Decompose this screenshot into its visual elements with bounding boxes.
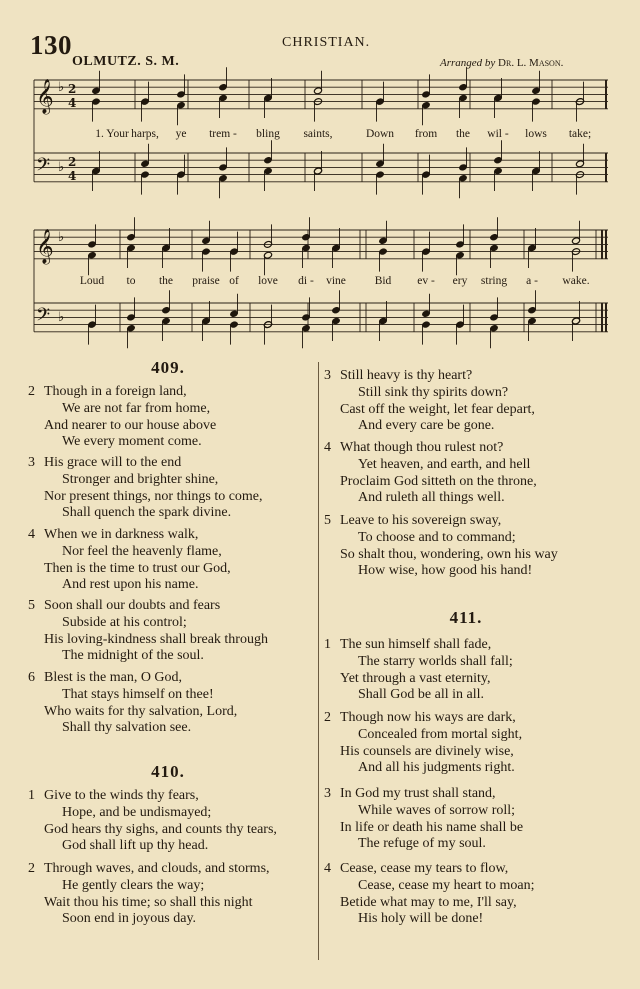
stanza-line: His counsels are divinely wise, (340, 743, 514, 759)
arranged-prefix: Arranged by (440, 57, 496, 69)
stanza-line: The refuge of my soul. (358, 836, 486, 852)
flat-icon: ♭ (58, 310, 65, 325)
stanza-number: 3 (28, 455, 35, 470)
stanza (28, 527, 231, 594)
stanza-line: While waves of sorrow roll; (358, 802, 516, 818)
lyric-syllable: the (455, 128, 471, 140)
stanza-line: God hears thy sighs, and counts thy tears, (44, 821, 277, 837)
lyric-syllable: of (229, 275, 239, 287)
stanza-line: And rest upon his name. (62, 577, 199, 593)
tune-name: OLMUTZ. S. M. (72, 54, 180, 69)
stanza-number: 3 (324, 368, 331, 383)
lyric-syllable: ery (452, 275, 468, 287)
lyric-syllable: a - (526, 275, 538, 287)
treble-clef-icon: 𝄞 (36, 79, 54, 114)
lyric-syllable: trem - (209, 128, 237, 140)
stanza-number: 1 (324, 637, 331, 652)
stanza-line: That stays himself on thee! (62, 686, 214, 702)
lyric-syllable: to (126, 275, 136, 287)
stanza-line: Betide what may to me, I'll say, (340, 894, 517, 910)
stanza-line: In God my trust shall stand, (340, 786, 496, 801)
stanza-line: We are not far from home, (62, 400, 211, 416)
lyric-syllable: wake. (562, 275, 590, 287)
stanza-line: Then is the time to trust our God, (44, 560, 231, 576)
stanza-number: 5 (28, 598, 35, 613)
stanza-number: 6 (28, 670, 35, 685)
stanza (324, 513, 558, 580)
bass-clef-icon: 𝄢 (36, 305, 51, 330)
stanza-line: Still sink thy spirits down? (358, 384, 509, 400)
stanza-line: His holy will be done! (358, 911, 484, 927)
music-score (0, 0, 640, 360)
stanza (324, 637, 513, 704)
stanza-line: Through waves, and clouds, and storms, (44, 861, 270, 876)
stanza-line: His loving-kindness shall break through (44, 631, 268, 647)
stanza-number: 2 (28, 861, 35, 876)
stanza-line: Leave to his sovereign sway, (340, 513, 502, 528)
lyric-syllable: from (414, 128, 438, 140)
stanza-number: 4 (324, 440, 331, 455)
stanza-line: To choose and to command; (358, 529, 516, 545)
hymn-number-411: 411. (449, 608, 483, 627)
lyric-syllable: the (158, 275, 174, 287)
stanza-line: What though thou rulest not? (340, 440, 504, 455)
lyric-syllable: take; (568, 128, 592, 140)
lyric-syllable: string (480, 275, 508, 287)
stanza-line: In life or death his name shall be (340, 819, 524, 835)
stanza-number: 1 (28, 788, 35, 803)
lyric-syllable: wil - (487, 128, 509, 140)
stanza-line: He gently clears the way; (62, 877, 205, 893)
arranger-name: Dr. L. Mason. (498, 57, 564, 69)
stanza (324, 440, 537, 507)
stanza-number: 4 (28, 527, 35, 542)
stanza-line: Shall quench the spark divine. (62, 505, 232, 521)
hymn-number-409: 409. (151, 358, 185, 377)
time-signature-top: 2 (68, 82, 77, 96)
stanza-line: We every moment come. (62, 434, 202, 450)
lyric-syllable: 1. Your (95, 128, 129, 140)
lyric-syllable: ye (175, 128, 187, 140)
stanza-number: 2 (28, 384, 35, 399)
lyric-syllable: di - (298, 275, 314, 287)
time-signature-top: 2 (68, 155, 77, 169)
stanza-line: Soon end in joyous day. (62, 911, 197, 927)
page-number: 130 (30, 30, 72, 60)
stanza-line: Yet heaven, and earth, and hell (358, 456, 531, 472)
stanza (324, 786, 523, 853)
stanza-line: Cease, cease my tears to flow, (340, 861, 509, 876)
stanza-line: Concealed from mortal sight, (358, 726, 523, 742)
stanza-number: 2 (324, 710, 331, 725)
lyric-syllable: lows (525, 128, 547, 140)
stanza (28, 384, 216, 451)
stanza-line: And every care be gone. (358, 418, 495, 434)
lyric-syllable: vine (326, 275, 346, 287)
lyric-syllable: Bid (374, 275, 392, 287)
lyric-syllable: Loud (79, 275, 105, 287)
hymn-number-410: 410. (151, 762, 185, 781)
stanza-line: Though in a foreign land, (44, 384, 187, 399)
stanza-line: God shall lift up thy head. (62, 838, 209, 854)
bass-clef-icon: 𝄢 (36, 155, 51, 180)
stanza-number: 4 (324, 861, 331, 876)
stanza-line: Soon shall our doubts and fears (44, 598, 221, 613)
stanza-line: And nearer to our house above (44, 417, 217, 433)
stanza (28, 598, 268, 665)
stanza-line: So shalt thou, wondering, own his way (340, 546, 558, 562)
stanza-line: Nor feel the heavenly flame, (62, 543, 222, 559)
stanza-line: And all his judgments right. (358, 760, 515, 776)
stanza-line: The sun himself shall fade, (340, 637, 492, 652)
flat-icon: ♭ (58, 160, 65, 175)
stanza (324, 710, 522, 777)
lyric-syllable: ev - (417, 275, 435, 287)
stanza-line: Nor present things, nor things to come, (44, 488, 263, 504)
stanza-line: The midnight of the soul. (62, 648, 204, 664)
stanza-line: Stronger and brighter shine, (62, 471, 219, 487)
stanza-line: Proclaim God sitteth on the throne, (340, 473, 537, 489)
stanza-line: And ruleth all things well. (358, 490, 505, 506)
time-signature-bottom: 4 (68, 169, 77, 183)
stanza (28, 670, 237, 737)
stanza-line: When we in darkness walk, (44, 527, 199, 542)
stanza-line: Shall thy salvation see. (62, 720, 192, 736)
treble-clef-icon: 𝄞 (36, 229, 54, 264)
lyric-syllable: saints, (303, 128, 333, 140)
stanza (28, 861, 270, 928)
stanza-line: Still heavy is thy heart? (340, 368, 473, 383)
running-head: CHRISTIAN. (282, 35, 371, 50)
stanza-line: Cease, cease my heart to moan; (358, 877, 535, 893)
column-divider (318, 362, 319, 960)
stanza (324, 368, 535, 435)
lyric-syllable: harps, (131, 128, 159, 140)
stanza-line: His grace will to the end (44, 455, 182, 470)
stanza-line: Though now his ways are dark, (340, 710, 516, 725)
stanza-line: Cast off the weight, let fear depart, (340, 401, 535, 417)
stanza-line: Subside at his control; (62, 614, 187, 630)
stanza-line: Who waits for thy salvation, Lord, (44, 703, 238, 719)
stanza-line: How wise, how good his hand! (358, 563, 533, 579)
stanza-line: Give to the winds thy fears, (44, 788, 199, 803)
flat-icon: ♭ (58, 230, 65, 245)
stanza (28, 455, 263, 522)
flat-icon: ♭ (58, 80, 65, 95)
stanza-line: Wait thou his time; so shall this night (44, 894, 253, 910)
stanza-number: 3 (324, 786, 331, 801)
time-signature-bottom: 4 (68, 96, 77, 110)
lyric-syllable: love (258, 275, 278, 287)
stanza-line: Shall God be all in all. (358, 687, 484, 703)
stanza-number: 5 (324, 513, 331, 528)
lyric-syllable: Down (365, 128, 395, 140)
stanza-line: The starry worlds shall fall; (358, 653, 513, 669)
stanza-line: Blest is the man, O God, (44, 670, 183, 685)
stanza-line: Yet through a vast eternity, (340, 670, 491, 686)
stanza (28, 788, 277, 855)
stanza-line: Hope, and be undismayed; (62, 804, 212, 820)
stanza (324, 861, 534, 928)
lyric-syllable: bling (256, 128, 280, 140)
lyric-syllable: praise (192, 275, 220, 287)
